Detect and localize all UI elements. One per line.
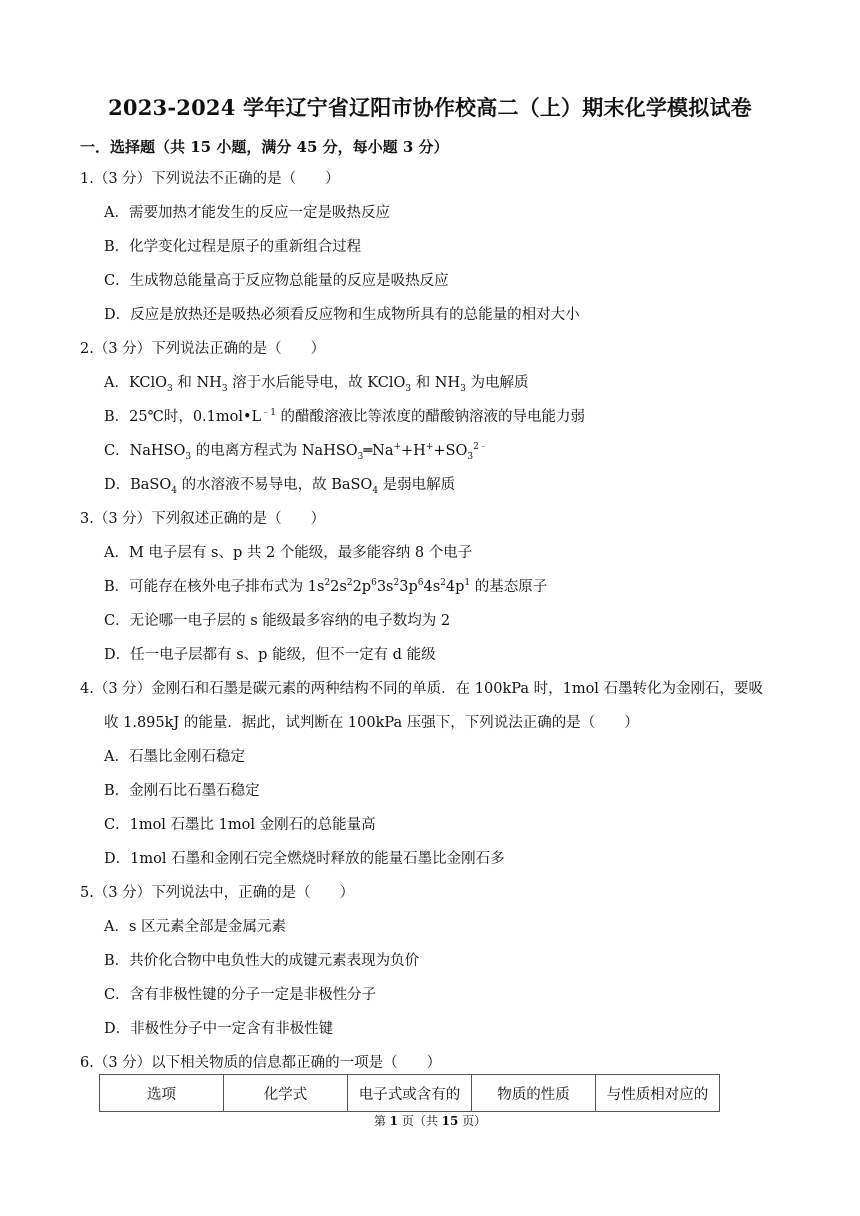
question-3-option-a: A．M 电子层有 s、p 共 2 个能级，最多能容纳 8 个电子 <box>104 545 473 561</box>
question-5-option-b: B．共价化合物中电负性大的成键元素表现为负价 <box>104 953 420 969</box>
question-1-option-c: C．生成物总能量高于反应物总能量的反应是吸热反应 <box>104 273 449 289</box>
question-5-option-d: D．非极性分子中一定含有非极性键 <box>104 1021 334 1037</box>
question-3-option-d: D．任一电子层都有 s、p 能级，但不一定有 d 能级 <box>104 647 436 663</box>
table-header-cell: 电子式或含有的 <box>348 1075 472 1112</box>
table-header-cell: 选项 <box>100 1075 224 1112</box>
page-footer: 第 1 页（共 15 页） <box>373 1114 487 1128</box>
question-3-option-c: C．无论哪一电子层的 s 能级最多容纳的电子数均为 2 <box>104 613 451 629</box>
question-2-option-a: A．KClO$_3$ 和 $NH_3$ 溶于水后能导电，故 KClO$_3$ 和 $NH_3$ 为电解质 <box>104 375 529 394</box>
exam-title: 2023-2024 学年辽宁省辽阳市协作校高二（上）期末化学模拟试卷 <box>108 95 752 120</box>
question-2-option-d: D．BaSO$_4$ 的水溶液不易导电，故 BaSO$_4$ 是弱电解质 <box>104 477 456 496</box>
table-header-row <box>100 1075 720 1112</box>
question-3-option-b: B．可能存在核外电子排布式为 $1s^22s^22p^63s^23p^64s^24p^1$ 的基态原子 <box>104 578 548 595</box>
question-1-option-b: B．化学变化过程是原子的重新组合过程 <box>104 239 362 255</box>
table-header-cell: 与性质相对应的 <box>596 1075 720 1112</box>
question-2-option-c: C．NaHSO$_3$ 的电离方程式为 $NaHSO_3═Na^++H^++SO_3^{2﹣}$ <box>104 442 488 462</box>
question-4-option-c: C．1mol 石墨比 1mol 金刚石的总能量高 <box>104 817 376 833</box>
question-5-stem: 5.（3 分）下列说法中，正确的是（ ） <box>80 885 355 901</box>
section-heading: 一．选择题（共 15 小题，满分 45 分，每小题 3 分） <box>80 138 449 156</box>
question-1-option-d: D．反应是放热还是吸热必须看反应物和生成物所具有的总能量的相对大小 <box>104 307 580 323</box>
question-6-table <box>99 1074 720 1112</box>
question-5-option-a: A．s 区元素全部是金属元素 <box>104 919 287 935</box>
table-header-cell: 物质的性质 <box>472 1075 596 1112</box>
question-list <box>80 162 780 1080</box>
question-1-option-a: A．需要加热才能发生的反应一定是吸热反应 <box>104 205 390 221</box>
page-number: 1 <box>389 1114 398 1128</box>
question-6-stem: 6.（3 分）以下相关物质的信息都正确的一项是（ ） <box>80 1055 442 1071</box>
question-4-stem: 4.（3 分）金刚石和石墨是碳元素的两种结构不同的单质．在 100kPa 时，1mol 石墨转化为金刚石，要吸 <box>80 681 764 697</box>
table-header-cell: 化学式 <box>224 1075 348 1112</box>
question-2-stem: 2.（3 分）下列说法正确的是（ ） <box>80 341 326 357</box>
question-1-stem: 1.（3 分）下列说法不正确的是（ ） <box>80 171 340 187</box>
question-2-option-b: B．25℃时，$0.1mol•L^{﹣1}$ 的醋酸溶液比等浓度的醋酸钠溶液的导电能力弱 <box>104 408 586 425</box>
question-4-option-d: D．1mol 石墨和金刚石完全燃烧时释放的能量石墨比金刚石多 <box>104 851 505 867</box>
question-4-stem-continued: 收 1.895kJ 的能量．据此，试判断在 100kPa 压强下，下列说法正确的是（ ） <box>104 715 639 731</box>
question-3-stem: 3.（3 分）下列叙述正确的是（ ） <box>80 511 326 527</box>
question-4-option-b: B．金刚石比石墨石稳定 <box>104 783 260 799</box>
page-total: 15 <box>441 1114 459 1128</box>
question-5-option-c: C．含有非极性键的分子一定是非极性分子 <box>104 987 377 1003</box>
question-4-option-a: A．石墨比金刚石稳定 <box>104 749 245 765</box>
